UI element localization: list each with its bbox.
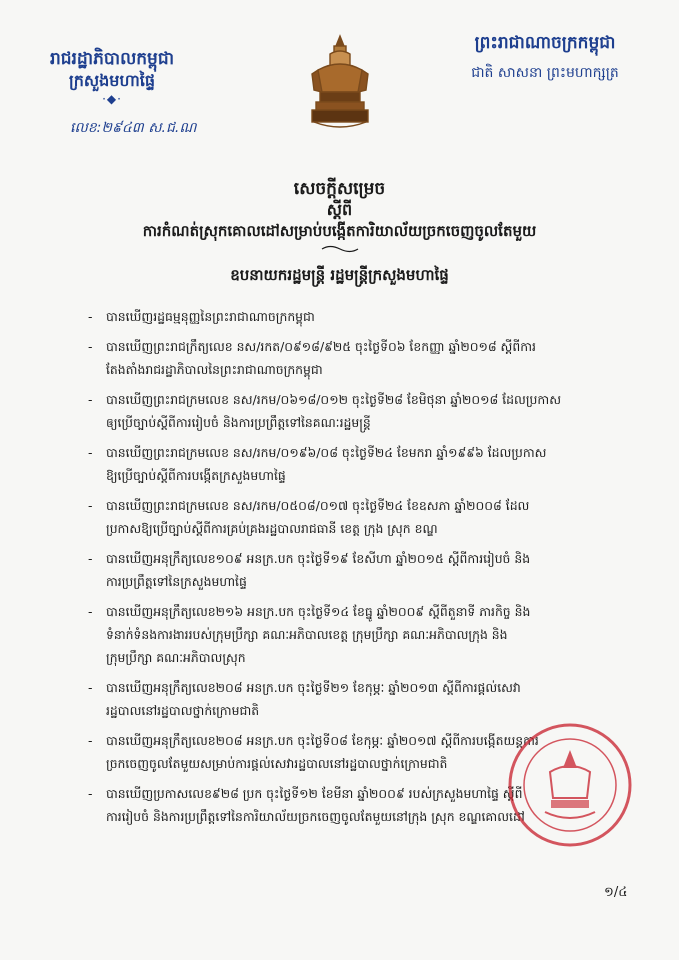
subject-title: ការកំណត់ស្រុកគោលដៅសម្រាប់បង្កើតការិយាល័យច្រកចេញចូលតែមួយ bbox=[142, 222, 537, 240]
decision-title-block bbox=[0, 178, 679, 286]
list-item: - បានឃើញព្រះរាជក្រមលេខ នស/រកម/០១៩៦/០៨ ចុះថ្ងៃទី២៤ ខែមករា ឆ្នាំ១៩៩៦ ដែលប្រកាស ឱ្យប្រើច្បាប់ស្តីពីការបង្កើតក្រសួងមហាផ្ទៃ bbox=[88, 441, 628, 487]
issuer-header bbox=[32, 48, 192, 106]
list-item: - បានឃើញព្រះរាជក្រមលេខ នស/រកម/០៦១៨/០១២ ចុះថ្ងៃទី២៨ ខែមិថុនា ឆ្នាំ២០១៨ ដែលប្រកាស ឲ្យប្រើច្បាប់ស្តីពីការរៀបចំ និងការប្រព្រឹត្តទៅនៃគណៈរដ្ឋមន្ត្រី bbox=[88, 388, 628, 434]
royal-emblem-icon bbox=[300, 30, 380, 140]
kingdom-header bbox=[440, 32, 650, 84]
issuer-title: ឧបនាយករដ្ឋមន្ត្រី រដ្ឋមន្ត្រីក្រសួងមហាផ្ទៃ bbox=[230, 266, 449, 284]
list-item: - បានឃើញប្រកាសលេខ៩២៨ ប្រក ចុះថ្ងៃទី១២ ខែមីនា ឆ្នាំ២០០៩ របស់ក្រសួងមហាផ្ទៃ ស្តីពី ការរៀបចំ និងការប្រព្រឹត្តទៅនៃការិយាល័យច្រកចេញចូលតែមួយនៅក្រុង ស្រុក ខណ្ឌគោលដៅ bbox=[88, 782, 628, 828]
list-item: - បានឃើញព្រះរាជក្រមលេខ នស/រកម/០៥០៨/០១៧ ចុះថ្ងៃទី២៤ ខែឧសភា ឆ្នាំ២០០៨ ដែល ប្រកាសឱ្យប្រើច្បាប់ស្តីពីការគ្រប់គ្រងរដ្ឋបាលរាជធានី ខេត្ត ក្រុង ស្រុក ខណ្ឌ bbox=[88, 494, 628, 540]
government-name: រាជរដ្ឋាភិបាលកម្ពុជា bbox=[49, 49, 175, 69]
list-item: - បានឃើញអនុក្រឹត្យលេខ១០៩ អនក្រ.បក ចុះថ្ងៃទី១៩ ខែសីហា ឆ្នាំ២០១៥ ស្តីពីការរៀបចំ និង ការប្រព្រឹត្តទៅនៃក្រសួងមហាផ្ទៃ bbox=[88, 547, 628, 593]
list-item: - បានឃើញអនុក្រឹត្យលេខ២១៦ អនក្រ.បក ចុះថ្ងៃទី១៤ ខែធ្នូ ឆ្នាំ២០០៩ ស្តីពីតួនាទី ភារកិច្ច និង ទំនាក់ទំនងការងាររបស់ក្រុមប្រឹក្សា គណៈអភិបាលខេត្ត ក្រុមប្រឹក្សា គណៈអភិបាលក្រុង និង ក្រុមប្រឹក្សា គណៈអភិបាលស្រុក bbox=[88, 600, 628, 669]
ornament-divider bbox=[0, 244, 679, 254]
list-item: - បានឃើញរដ្ឋធម្មនុញ្ញនៃព្រះរាជាណាចក្រកម្ពុជា bbox=[88, 305, 628, 328]
ornament: ·◆· bbox=[102, 92, 122, 106]
national-motto: ជាតិ សាសនា ព្រះមហាក្សត្រ bbox=[471, 65, 619, 81]
reference-number: លេខ:២៩៤៣ ស.ជ.ណ bbox=[70, 120, 197, 136]
ministry-name: ក្រសួងមហាផ្ទៃ bbox=[68, 71, 155, 90]
subject-prefix: ស្តីពី bbox=[326, 200, 353, 219]
list-item: - បានឃើញអនុក្រឹត្យលេខ២០៨ អនក្រ.បក ចុះថ្ងៃទី០៨ ខែកុម្ភៈ ឆ្នាំ២០១៧ ស្តីពីការបង្កើតយន្តការ ច្រកចេញចូលតែមួយសម្រាប់ការផ្តល់សេវារដ្ឋបាលនៅរដ្ឋបាលថ្នាក់ក្រោមជាតិ bbox=[88, 729, 628, 775]
kingdom-name: ព្រះរាជាណាចក្រកម្ពុជា bbox=[474, 33, 616, 53]
page-number: ១/៤ bbox=[604, 885, 628, 900]
official-seal-icon bbox=[505, 720, 635, 850]
list-item: - បានឃើញព្រះរាជក្រឹត្យលេខ នស/រកត/០៩១៨/៩២៥ ចុះថ្ងៃទី០៦ ខែកញ្ញា ឆ្នាំ២០១៨ ស្តីពីការ តែងតាំងរាជរដ្ឋាភិបាលនៃព្រះរាជាណាចក្រកម្ពុជា bbox=[88, 335, 628, 381]
document-type: សេចក្តីសម្រេច bbox=[293, 179, 386, 199]
list-item: - បានឃើញអនុក្រឹត្យលេខ២០៨ អនក្រ.បក ចុះថ្ងៃទី២១ ខែកុម្ភៈ ឆ្នាំ២០១៣ ស្តីពីការផ្តល់សេវា រដ្ឋបាលនៅរដ្ឋបាលថ្នាក់ក្រោមជាតិ bbox=[88, 676, 628, 722]
